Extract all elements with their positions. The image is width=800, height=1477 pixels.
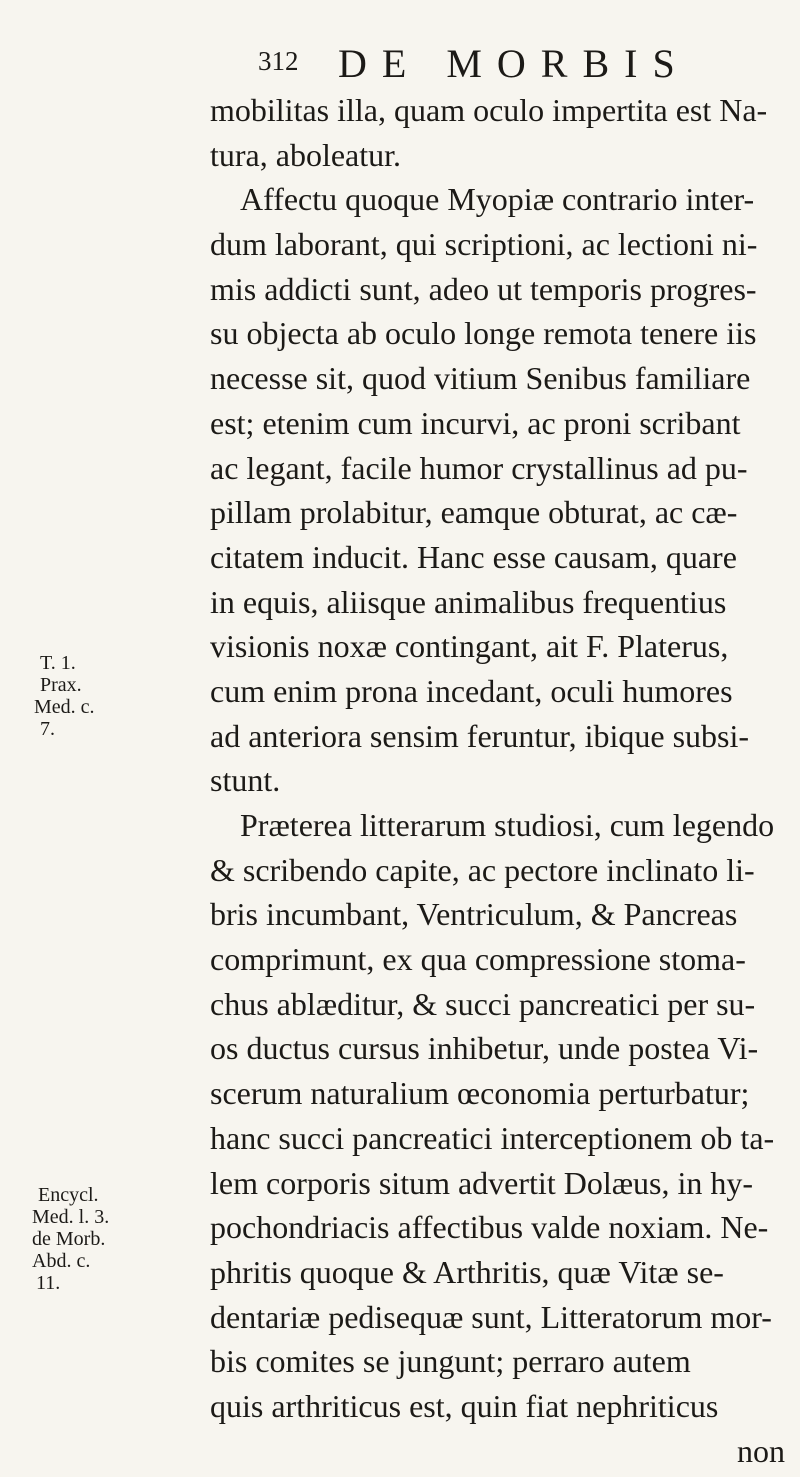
text-line: lem corporis situm advertit Dolæus, in hy- [210, 1164, 754, 1201]
catchword: non [737, 1432, 785, 1469]
page-number: 312 [258, 46, 299, 76]
text-line: ad anteriora sensim feruntur, ibique subsi- [210, 717, 750, 754]
margin-note-line: 7. [40, 718, 55, 740]
text-line: bris incumbant, Ventriculum, & Pancreas [210, 896, 738, 933]
text-line: visionis noxæ contingant, ait F. Platerus, [210, 628, 729, 665]
text-line: mobilitas illa, quam oculo impertita est Na- [210, 92, 768, 128]
text-line: cum enim prona incedant, oculi humores [210, 672, 733, 709]
text-line: Affectu quoque Myopiæ contrario inter- [240, 181, 755, 218]
text-line: ac legant, facile humor crystallinus ad pu- [210, 449, 748, 486]
body-text [210, 88, 795, 1473]
text-line: bis comites se jungunt; perraro autem [210, 1343, 691, 1380]
text-line: dum laborant, qui scriptioni, ac lectioni ni- [210, 226, 758, 263]
margin-note-line: Abd. c. [32, 1250, 91, 1272]
text-line: tura, aboleatur. [210, 136, 402, 173]
text-line: os ductus cursus inhibetur, unde postea Vi- [210, 1030, 759, 1067]
text-line: stunt. [210, 762, 281, 799]
text-line: phritis quoque & Arthritis, quæ Vitæ se- [210, 1253, 724, 1290]
margin-note-line: de Morb. [32, 1228, 106, 1250]
text-line: su objecta ab oculo longe remota tenere iis [210, 315, 757, 352]
text-line: comprimunt, ex qua compressione stoma- [210, 941, 746, 978]
margin-note-line: Prax. [40, 674, 82, 696]
text-line: citatem inducit. Hanc esse causam, quare [210, 538, 737, 575]
text-line: dentariæ pedisequæ sunt, Litteratorum mor- [210, 1298, 772, 1335]
text-line: scerum naturalium œconomia perturbatur; [210, 1075, 750, 1112]
text-line: chus ablæditur, & succi pancreatici per su- [210, 985, 756, 1022]
text-line: pochondriacis affectibus valde noxiam. Ne- [210, 1209, 769, 1246]
text-line: necesse sit, quod vitium Senibus familiare [210, 360, 751, 397]
margin-note-line: 11. [36, 1272, 61, 1294]
margin-note-line: T. 1. [40, 652, 76, 674]
text-line: & scribendo capite, ac pectore inclinato li- [210, 851, 755, 888]
margin-note-line: Med. l. 3. [32, 1206, 110, 1228]
text-line: quis arthriticus est, quin fiat nephriticus [210, 1387, 719, 1424]
margin-note-line: Med. c. [34, 696, 95, 718]
text-line: pillam prolabitur, eamque obturat, ac cæ- [210, 494, 738, 531]
text-line: in equis, aliisque animalibus frequentius [210, 583, 727, 620]
text-line: Præterea litterarum studiosi, cum legendo [240, 807, 775, 843]
margin-note-line: Encycl. [38, 1184, 99, 1206]
text-line: mis addicti sunt, adeo ut temporis progres- [210, 270, 757, 307]
text-line: est; etenim cum incurvi, ac proni scribant [210, 404, 741, 441]
text-line: hanc succi pancreatici interceptionem ob ta- [210, 1119, 775, 1156]
running-head: DE MORBIS [338, 41, 690, 86]
